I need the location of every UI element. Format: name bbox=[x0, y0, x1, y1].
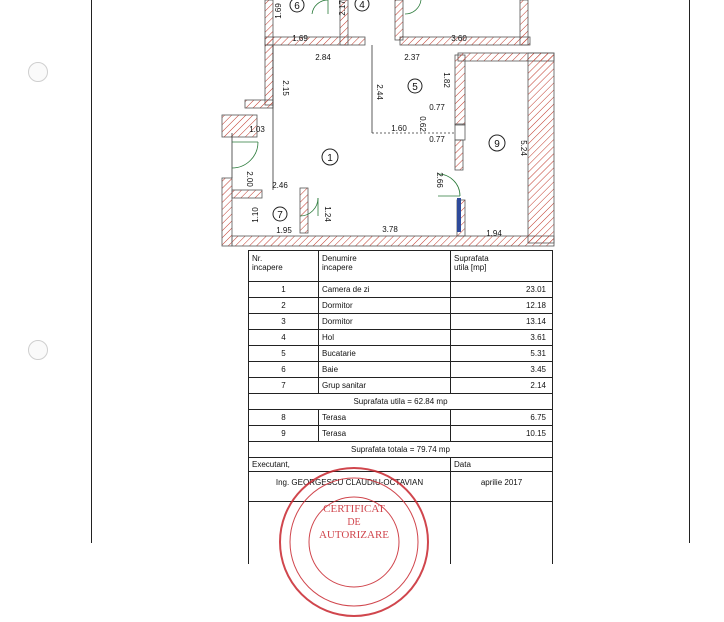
executant-label: Executant, bbox=[249, 458, 451, 472]
date-label: Data bbox=[451, 458, 553, 472]
cell-name: Hol bbox=[319, 330, 451, 346]
cell-area: 12.18 bbox=[451, 298, 553, 314]
dimension: 1.60 bbox=[391, 124, 407, 133]
table-row bbox=[249, 426, 553, 442]
punch-hole bbox=[28, 340, 48, 360]
cell-area: 2.14 bbox=[451, 378, 553, 394]
header-name: Denumire incapere bbox=[319, 251, 451, 282]
dimension: 1.10 bbox=[251, 207, 260, 223]
dimension: 1.82 bbox=[442, 72, 451, 88]
cell-area: 5.31 bbox=[451, 346, 553, 362]
cell-area: 6.75 bbox=[451, 410, 553, 426]
table-row bbox=[249, 330, 553, 346]
dimension: 1.69 bbox=[292, 34, 308, 43]
cell-nr: 9 bbox=[249, 426, 319, 442]
stamp-text: DE bbox=[347, 517, 361, 528]
dimension: 3.60 bbox=[451, 34, 467, 43]
cell-name: Camera de zi bbox=[319, 282, 451, 298]
dimension: 0.62 bbox=[418, 116, 427, 132]
cell-name: Bucatarie bbox=[319, 346, 451, 362]
room-label: 6 bbox=[294, 1, 300, 12]
authorization-stamp bbox=[274, 462, 434, 622]
dimension: 2.00 bbox=[245, 171, 254, 187]
cell-name: Grup sanitar bbox=[319, 378, 451, 394]
table-header-row bbox=[249, 251, 553, 282]
dimension: 0.77 bbox=[429, 103, 445, 112]
cell-nr: 1 bbox=[249, 282, 319, 298]
dimension: 1.94 bbox=[486, 229, 502, 238]
dimension-labels bbox=[245, 0, 528, 238]
engineer-name: Ing. GEORGESCU CLAUDIU-OCTAVIAN bbox=[249, 472, 451, 502]
floor-plan bbox=[0, 0, 724, 250]
grand-total: Suprafata totala = 79.74 mp bbox=[249, 442, 553, 458]
cell-area: 3.61 bbox=[451, 330, 553, 346]
dimension: 2.46 bbox=[272, 181, 288, 190]
dimension: 2.44 bbox=[375, 84, 384, 100]
dimension: 2.37 bbox=[404, 53, 420, 62]
room-label: 4 bbox=[359, 0, 365, 11]
cell-name: Baie bbox=[319, 362, 451, 378]
table-row bbox=[249, 362, 553, 378]
table-row bbox=[249, 346, 553, 362]
cell-area: 10.15 bbox=[451, 426, 553, 442]
dimension: 3.78 bbox=[382, 225, 398, 234]
header-nr: Nr. incapere bbox=[249, 251, 319, 282]
dimension: 2.84 bbox=[315, 53, 331, 62]
table-row bbox=[249, 282, 553, 298]
table-row bbox=[249, 298, 553, 314]
room-label: 1 bbox=[327, 153, 333, 164]
dimension: 2.66 bbox=[435, 172, 444, 188]
room-label: 9 bbox=[494, 139, 500, 150]
table-row bbox=[249, 314, 553, 330]
table-row bbox=[249, 378, 553, 394]
room-label: 7 bbox=[277, 210, 283, 221]
dimension: 1.95 bbox=[276, 226, 292, 235]
date-value: aprilie 2017 bbox=[451, 472, 553, 502]
dimension: 1.69 bbox=[274, 3, 283, 19]
room-label: 5 bbox=[412, 82, 418, 93]
cell-name: Terasa bbox=[319, 410, 451, 426]
cell-name: Dormitor bbox=[319, 314, 451, 330]
header-area: Suprafata utila [mp] bbox=[451, 251, 553, 282]
stamp-text: AUTORIZARE bbox=[318, 529, 390, 541]
cell-area: 23.01 bbox=[451, 282, 553, 298]
cell-nr: 6 bbox=[249, 362, 319, 378]
walls bbox=[222, 0, 554, 246]
cell-nr: 7 bbox=[249, 378, 319, 394]
stamp-text: CERTIFICAT bbox=[323, 503, 385, 515]
dimension: 0.77 bbox=[429, 135, 445, 144]
table-row bbox=[249, 410, 553, 426]
dimension: 5.24 bbox=[519, 140, 528, 156]
grand-total-row bbox=[249, 442, 553, 458]
cell-nr: 2 bbox=[249, 298, 319, 314]
cell-area: 3.45 bbox=[451, 362, 553, 378]
dimension: 1.24 bbox=[323, 206, 332, 222]
dimension: 2.17 bbox=[338, 0, 347, 16]
cell-area: 13.14 bbox=[451, 314, 553, 330]
cell-nr: 5 bbox=[249, 346, 319, 362]
cell-nr: 4 bbox=[249, 330, 319, 346]
dimension: 2.15 bbox=[281, 80, 290, 96]
cell-nr: 8 bbox=[249, 410, 319, 426]
useful-total: Suprafata utila = 62.84 mp bbox=[249, 394, 553, 410]
window-mark bbox=[457, 198, 461, 232]
useful-total-row bbox=[249, 394, 553, 410]
cell-name: Terasa bbox=[319, 426, 451, 442]
cell-nr: 3 bbox=[249, 314, 319, 330]
dimension: 1.03 bbox=[249, 125, 265, 134]
cell-name: Dormitor bbox=[319, 298, 451, 314]
